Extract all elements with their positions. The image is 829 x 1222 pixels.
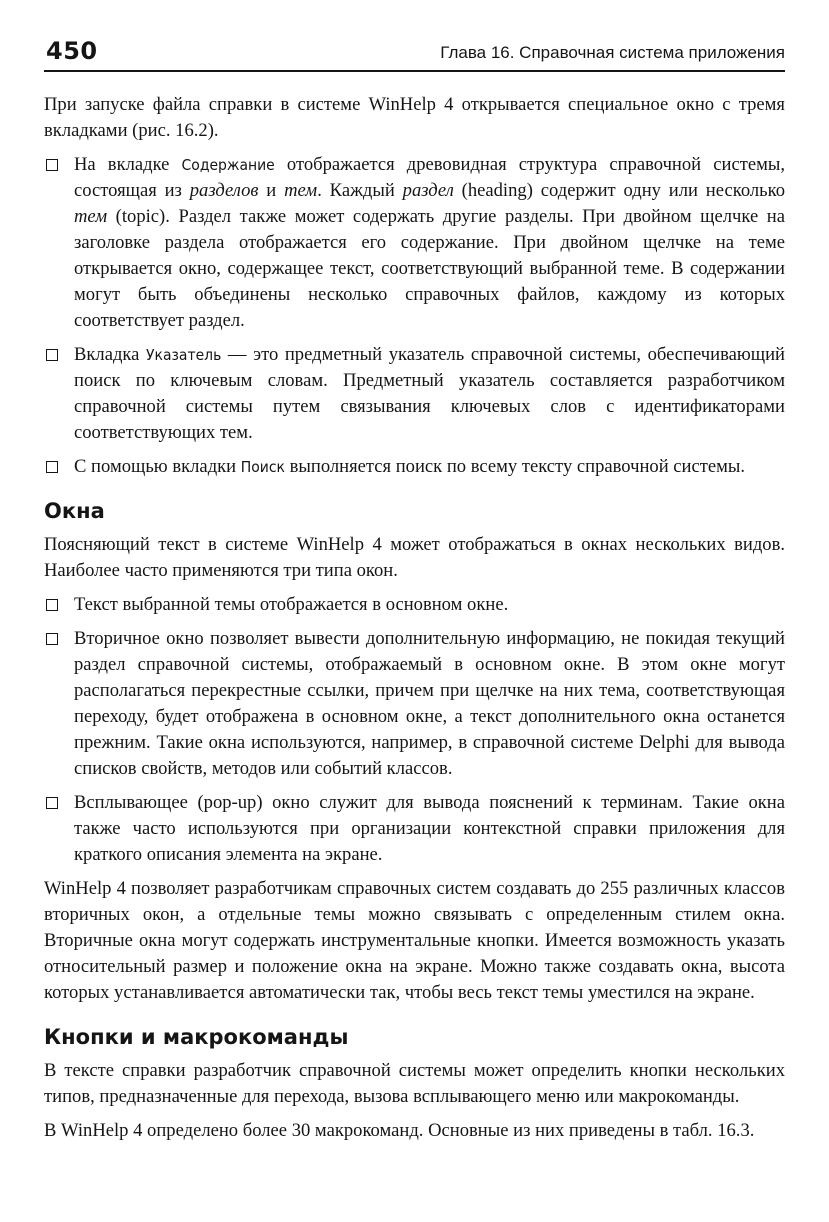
checkbox-bullet-icon <box>46 797 58 809</box>
list-item-contents-tab: На вкладке Содержание отображается древовидная структура справочной системы, состоящая из разделов и тем. Каждый раздел (heading) содержит одну или несколько тем (topic). Раздел также может содержать другие разделы. При двойном щелчке на заголовке раздела отображается его содержание. При двойном щелчке на теме открывается окно, содержащее текст, соответствующий выбранной теме. В содержании могут быть объединены несколько справочных файлов, каждому из которых соответствует раздел. <box>44 152 785 334</box>
page-header <box>44 34 785 72</box>
intro-paragraph: При запуске файла справки в системе WinHelp 4 открывается специальное окно с тремя вкладками (рис. 16.2). <box>44 94 785 141</box>
checkbox-bullet-icon <box>46 159 58 171</box>
tabs-list <box>44 152 785 480</box>
checkbox-bullet-icon <box>46 599 58 611</box>
buttons-paragraph-1: В тексте справки разработчик справочной системы может определить кнопки нескольких типов, предназначенные для перехода, вызова всплывающего меню или макрокоманды. <box>44 1060 785 1107</box>
list-item-index-tab: Вкладка Указатель — это предметный указатель справочной системы, обеспечивающий поиск по ключевым словам. Предметный указатель составляется разработчиком справочной системы путем связывания ключевых слов с идентификаторами соответствующих тем. <box>44 342 785 446</box>
page-number: 450 <box>46 37 98 65</box>
windows-closing-paragraph: WinHelp 4 позволяет разработчикам справочных систем создавать до 255 различных классов вторичных окон, а отдельные темы можно связывать с определенным стилем окна. Вторичные окна могут содержать инструментальные кнопки. Имеется возможность указать относительный размер и положение окна на экране. Можно также создавать окна, высота которых устанавливается автоматически так, чтобы весь текст темы уместился на экране. <box>44 878 785 1003</box>
list-item-search-tab: С помощью вкладки Поиск выполняется поиск по всему тексту справочной системы. <box>44 454 785 480</box>
checkbox-bullet-icon <box>46 461 58 473</box>
windows-intro-paragraph: Поясняющий текст в системе WinHelp 4 может отображаться в окнах нескольких видов. Наиболее часто применяются три типа окон. <box>44 534 785 581</box>
tab-name-contents: Содержание <box>181 156 275 174</box>
tab-name-search: Поиск <box>240 458 285 476</box>
list-item: Текст выбранной темы отображается в основном окне. <box>44 592 785 618</box>
tab-name-index: Указатель <box>146 346 222 364</box>
windows-list <box>44 592 785 868</box>
running-title: Глава 16. Справочная система приложения <box>440 43 785 62</box>
list-item: Вторичное окно позволяет вывести дополнительную информацию, не покидая текущий раздел справочной системы, отображаемый в основном окне. В этом окне могут располагаться перекрестные ссылки, причем при щелчке на них тема, соответствующая переходу, будет отображена в основном окне, а текст дополнительного окна останется прежним. Такие окна используются, например, в справочной системе Delphi для вывода списков свойств, методов или событий классов. <box>44 626 785 782</box>
checkbox-bullet-icon <box>46 633 58 645</box>
list-item: Всплывающее (pop-up) окно служит для вывода пояснений к терминам. Такие окна также часто используются при организации контекстной справки приложения для краткого описания элемента на экране. <box>44 790 785 868</box>
page-body <box>44 92 785 1152</box>
checkbox-bullet-icon <box>46 349 58 361</box>
section-heading-windows: Окна <box>44 499 105 523</box>
section-heading-buttons: Кнопки и макрокоманды <box>44 1025 349 1049</box>
buttons-paragraph-2: В WinHelp 4 определено более 30 макрокоманд. Основные из них приведены в табл. 16.3. <box>44 1120 755 1141</box>
